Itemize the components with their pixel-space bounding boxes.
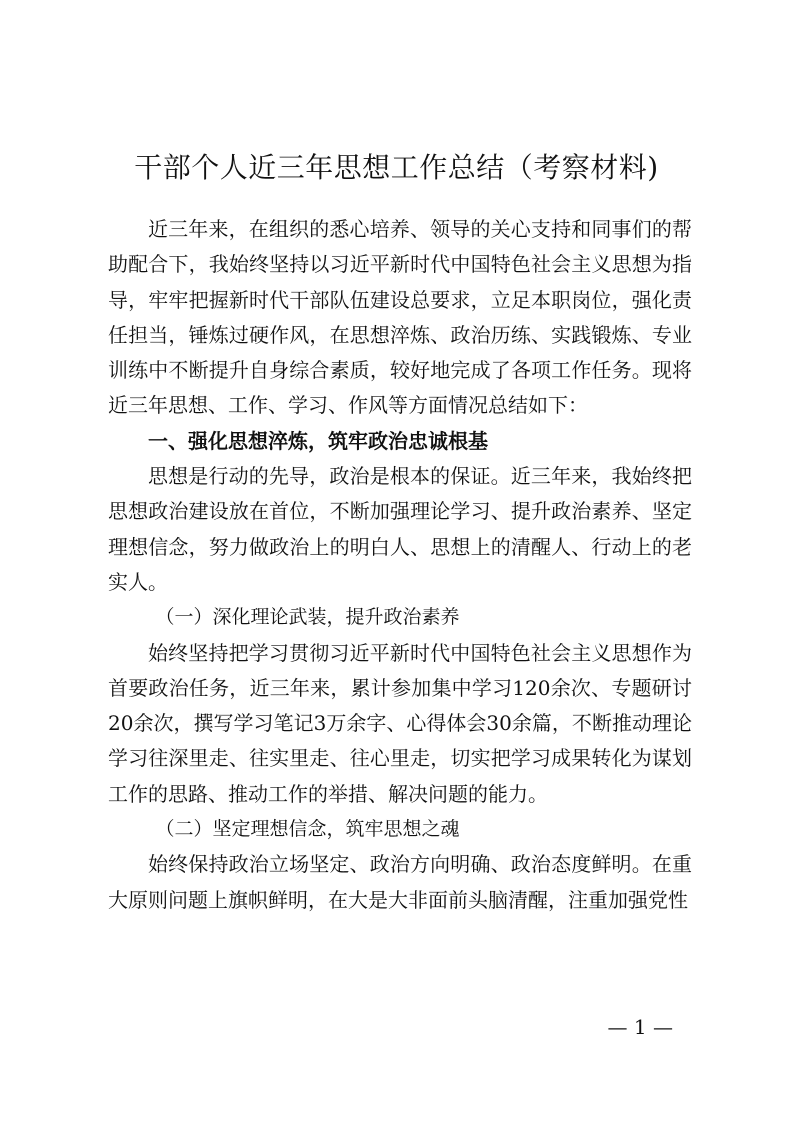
subsection-1-heading: （一）深化理论武装，提升政治素养	[155, 606, 460, 629]
intro-paragraph: 近三年来，在组织的悉心培养、领导的关心支持和同事们的帮助配合下，我始终坚持以习近平新时代中国特色社会主义思想为指导，牢牢把握新时代干部队伍建设总要求，立足本职岗位，强化责任担当，锤炼过硬作风，在思想淬炼、政治历练、实践锻炼、专业训练中不断提升自身综合素质，较好地完成了各项工作任务。现将近三年思想、工作、学习、作风等方面情况总结如下：	[108, 217, 692, 418]
section-1-heading: 一、强化思想淬炼，筑牢政治忠诚根基	[148, 428, 488, 453]
document-body	[108, 212, 692, 918]
subsection-2-heading: （二）坚定理想信念，筑牢思想之魂	[155, 818, 460, 841]
section-1-paragraph: 思想是行动的先导，政治是根本的保证。近三年来，我始终把思想政治建设放在首位，不断加强理论学习、提升政治素养、坚定理想信念，努力做政治上的明白人、思想上的清醒人、行动上的老实人。	[108, 464, 692, 594]
document-title: 干部个人近三年思想工作总结（考察材料)	[134, 151, 659, 184]
page-number: — 1 —	[607, 1015, 673, 1039]
subsection-1-paragraph: 始终坚持把学习贯彻习近平新时代中国特色社会主义思想作为首要政治任务，近三年来，累计参加集中学习120余次、专题研讨20余次，撰写学习笔记3万余字、心得体会30余篇，不断推动理论学习往深里走、往实里走、往心里走，切实把学习成果转化为谋划工作的思路、推动工作的举措、解决问题的能力。	[108, 640, 692, 806]
subsection-2-paragraph: 始终保持政治立场坚定、政治方向明确、政治态度鲜明。在重大原则问题上旗帜鲜明，在大是大非面前头脑清醒，注重加强党性	[108, 852, 692, 912]
